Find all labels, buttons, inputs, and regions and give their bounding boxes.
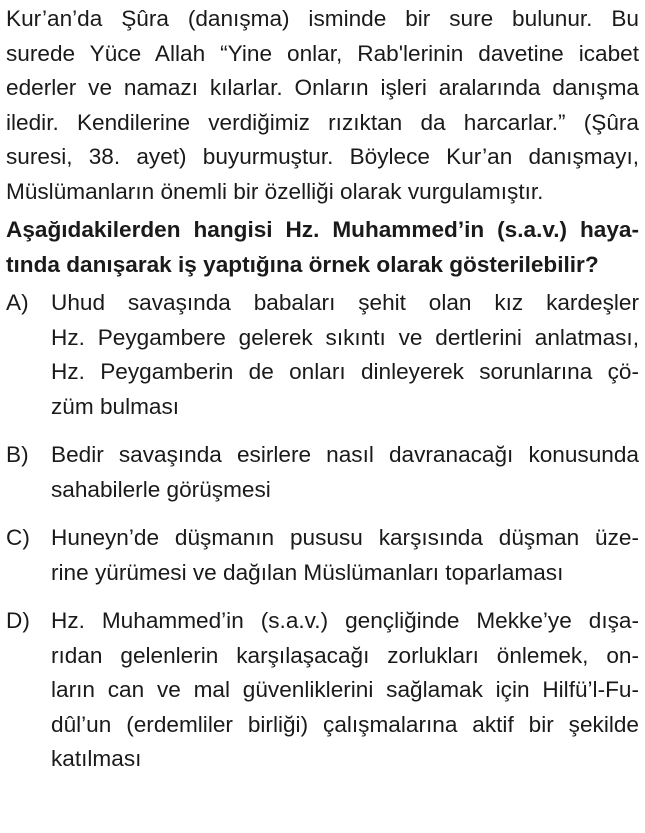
option-line: katılması [51, 746, 142, 771]
option-b[interactable] [6, 438, 639, 507]
passage-line: iledir. Kendilerine verdiğimiz rızıktan da harcarlar.” (Şûra [6, 109, 639, 135]
option-line: rine yürümesi ve dağılan Müslümanları toparlaması [51, 559, 564, 585]
option-line: Huneyn’de düşmanın pususu karşısında düşman üze- [51, 525, 639, 550]
option-line: rıdan gelenlerin karşılaşacağı zorlukları önlemek, on- [51, 642, 639, 668]
question-line: tında danışarak iş yaptığına örnek olarak gösterilebilir? [6, 251, 599, 277]
option-letter: C) [6, 525, 30, 550]
passage [6, 2, 639, 209]
passage-line: ederler ve namazı kılarlar. Onların işleri aralarında danışma [6, 75, 639, 100]
option-c[interactable] [6, 521, 639, 590]
option-line: dûl’un (erdemliler birliği) çalışmalarına aktif bir şekilde [51, 711, 639, 737]
option-line: Bedir savaşında esirlere nasıl davranacağı konusunda [51, 442, 639, 467]
option-line: Hz. Peygamberin de onları dinleyerek sorunlarına çö- [51, 359, 639, 384]
question-line: Aşağıdakilerden hangisi Hz. Muhammed’in (s.a.v.) haya- [6, 217, 639, 242]
option-d[interactable] [6, 604, 639, 777]
passage-line: Müslümanların önemli bir özelliği olarak vurgulamıştır. [6, 178, 544, 204]
passage-line: suresi, 38. ayet) buyurmuştur. Böylece Kur’an danışmayı, [6, 144, 639, 169]
option-line: ların can ve mal güvenliklerini sağlamak için Hilfü’l-Fu- [51, 677, 639, 702]
option-letter: A) [6, 290, 29, 315]
option-line: sahabilerle görüşmesi [51, 476, 271, 502]
passage-line: Kur’an’da Şûra (danışma) isminde bir sure bulunur. Bu [6, 6, 639, 31]
option-letter: B) [6, 442, 29, 467]
option-a[interactable] [6, 286, 639, 424]
passage-line: surede Yüce Allah “Yine onlar, Rab'lerinin davetine icabet [6, 40, 639, 66]
option-line: Hz. Peygambere gelerek sıkıntı ve dertlerini anlatması, [51, 324, 639, 350]
option-letter: D) [6, 608, 30, 633]
option-line: Hz. Muhammed’in (s.a.v.) gençliğinde Mekke’ye dışa- [51, 608, 639, 633]
question-stem [6, 213, 639, 282]
option-line: züm bulması [51, 393, 180, 419]
option-line: Uhud savaşında babaları şehit olan kız kardeşler [51, 290, 639, 315]
